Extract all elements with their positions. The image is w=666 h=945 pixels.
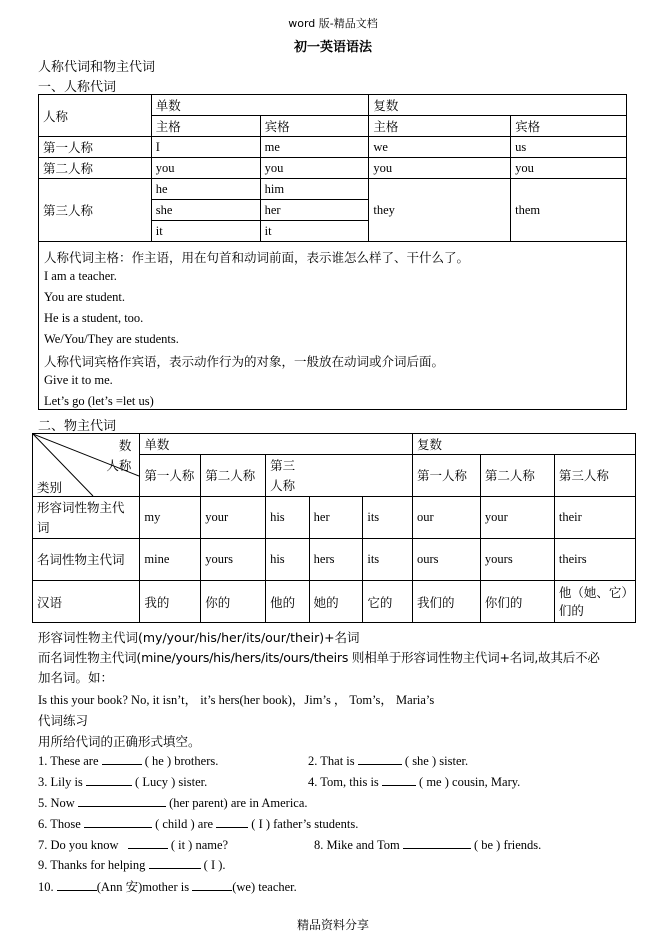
- page-header: word 版-精品文档: [288, 17, 378, 30]
- header-person: 人称: [39, 95, 152, 137]
- exercise-text: 10.: [38, 880, 54, 894]
- cell: 我们的: [413, 581, 481, 623]
- cell: 我的: [140, 581, 201, 623]
- table-row: [39, 179, 627, 200]
- exercise-item: [308, 752, 468, 769]
- diagonal-header: [33, 434, 140, 497]
- heading-pronouns: 人称代词和物主代词: [38, 60, 156, 75]
- cell: my: [140, 497, 201, 539]
- answer-blank[interactable]: [102, 752, 142, 765]
- exercise-text: ( it ) name?: [170, 838, 229, 852]
- section-personal-pronouns: 一、人称代词: [38, 80, 117, 95]
- cell: its: [363, 497, 413, 539]
- table-row: [33, 581, 636, 623]
- cell: ours: [413, 539, 481, 581]
- table-row: [33, 497, 636, 539]
- answer-blank[interactable]: [192, 878, 232, 891]
- cell: him: [260, 179, 369, 200]
- exercise-text: ( she ) sister.: [404, 754, 469, 768]
- cell: you: [511, 158, 627, 179]
- person-header: 第三人称: [554, 455, 635, 497]
- exercise-item: [38, 856, 226, 873]
- cell: yours: [201, 539, 266, 581]
- row-label: 形容词性物主代词: [33, 497, 140, 539]
- page-title: 初一英语语法: [293, 40, 372, 55]
- exercise-item: [38, 836, 228, 853]
- exercise-instruction: 用所给代词的正确形式填空。: [38, 734, 201, 749]
- header-plural: 复数: [369, 95, 627, 116]
- exercise-item: [38, 773, 207, 790]
- header-singular: 单数: [140, 434, 413, 455]
- header-singular: 单数: [151, 95, 369, 116]
- exercise-text: ( be ) friends.: [473, 838, 542, 852]
- table-row: [39, 158, 627, 179]
- cell: 他的: [266, 581, 310, 623]
- exercise-text: 2. That is: [308, 754, 355, 768]
- person-header-text: 第三人称: [270, 457, 296, 493]
- answer-blank[interactable]: [216, 815, 248, 828]
- note-example: Let’s go (let’s =let us): [44, 394, 154, 408]
- cell: you: [151, 158, 260, 179]
- rule-adjective-possessive: 形容词性物主代词(my/your/his/her/its/our/their)+名词: [38, 630, 360, 645]
- rule-noun-possessive-cont: 加名词。如：: [38, 670, 114, 685]
- person-header: 第一人称: [413, 455, 481, 497]
- cell: I: [151, 137, 260, 158]
- header-subj-singular: 主格: [151, 116, 260, 137]
- note-object-rule: 人称代词宾格作宾语，表示动作行为的对象，一般放在动词或介词后面。: [44, 354, 445, 369]
- cell: 你的: [201, 581, 266, 623]
- cell: theirs: [554, 539, 635, 581]
- note-example: We/You/They are students.: [44, 332, 179, 346]
- note-example: Give it to me.: [44, 373, 113, 387]
- cell: his: [266, 497, 310, 539]
- cell: he: [151, 179, 260, 200]
- cell: 他（她、它）们的: [554, 581, 635, 623]
- cell: her: [260, 200, 369, 221]
- cell: it: [260, 221, 369, 242]
- cell: they: [369, 179, 511, 242]
- answer-blank[interactable]: [84, 815, 152, 828]
- cell: it: [151, 221, 260, 242]
- exercise-text: ( child ) are: [155, 817, 214, 831]
- row-label: 第三人称: [39, 179, 152, 242]
- exercise-text: (we) teacher.: [232, 880, 297, 894]
- person-header: [266, 455, 413, 497]
- example-sentence: Is this your book? No, it isn’t， it’s hers(her book)，Jim’s ， Tom’s， Maria’s: [38, 693, 435, 707]
- cell: hers: [309, 539, 363, 581]
- answer-blank[interactable]: [78, 794, 166, 807]
- exercise-text: 9. Thanks for helping: [38, 858, 146, 872]
- note-example: He is a student, too.: [44, 311, 144, 325]
- diag-label-number: 数: [118, 438, 132, 453]
- answer-blank[interactable]: [128, 836, 168, 849]
- cell: me: [260, 137, 369, 158]
- cell: yours: [480, 539, 554, 581]
- exercise-text: 1. These are: [38, 754, 99, 768]
- cell: mine: [140, 539, 201, 581]
- answer-blank[interactable]: [358, 752, 402, 765]
- exercise-text: 6. Those: [38, 817, 81, 831]
- exercise-text: 5. Now: [38, 796, 75, 810]
- cell: your: [480, 497, 554, 539]
- note-example: I am a teacher.: [44, 269, 117, 283]
- answer-blank[interactable]: [403, 836, 471, 849]
- cell: our: [413, 497, 481, 539]
- cell: we: [369, 137, 511, 158]
- cell: 它的: [363, 581, 413, 623]
- person-header: 第二人称: [480, 455, 554, 497]
- diag-label-person: 人称: [106, 458, 132, 473]
- exercise-item: [38, 815, 358, 832]
- header-plural: 复数: [413, 434, 636, 455]
- answer-blank[interactable]: [149, 856, 201, 869]
- table-row: [39, 137, 627, 158]
- exercise-text: 3. Lily is: [38, 775, 83, 789]
- cell: your: [201, 497, 266, 539]
- cell: their: [554, 497, 635, 539]
- exercise-text: ( I ) father’s students.: [251, 817, 359, 831]
- cell: its: [363, 539, 413, 581]
- header-obj-plural: 宾格: [511, 116, 627, 137]
- page-footer: 精品资料分享: [296, 918, 369, 932]
- cell: 你们的: [480, 581, 554, 623]
- exercise-text: 8. Mike and Tom: [314, 838, 400, 852]
- table-row: [33, 539, 636, 581]
- exercise-text: ( I ).: [203, 858, 226, 872]
- header-subj-plural: 主格: [369, 116, 511, 137]
- cell: 她的: [309, 581, 363, 623]
- row-label: 名词性物主代词: [33, 539, 140, 581]
- answer-blank[interactable]: [86, 773, 132, 786]
- exercise-text: ( Lucy ) sister.: [135, 775, 208, 789]
- possessive-pronoun-table: [32, 433, 636, 623]
- answer-blank[interactable]: [57, 878, 97, 891]
- exercise-item: [38, 877, 297, 895]
- header-obj-singular: 宾格: [260, 116, 369, 137]
- rule-noun-possessive: 而名词性物主代词(mine/yours/his/hers/its/ours/theirs 则相单于形容词性物主代词+名词,故其后不必: [38, 650, 600, 665]
- cell: she: [151, 200, 260, 221]
- note-example: You are student.: [44, 290, 126, 304]
- cell: them: [511, 179, 627, 242]
- exercise-text: (her parent) are in America.: [169, 796, 308, 810]
- exercise-text: ( he ) brothers.: [144, 754, 219, 768]
- row-label: 汉语: [33, 581, 140, 623]
- exercise-text: ( me ) cousin, Mary.: [419, 775, 521, 789]
- cell: his: [266, 539, 310, 581]
- cell: you: [260, 158, 369, 179]
- exercise-text: 7. Do you know: [38, 838, 119, 852]
- exercise-item: [38, 752, 218, 769]
- exercise-item: [308, 773, 520, 790]
- answer-blank[interactable]: [382, 773, 416, 786]
- row-label: 第一人称: [39, 137, 152, 158]
- note-subject-rule: 人称代词主格：作主语，用在句首和动词前面，表示谁怎么样了、干什么了。: [44, 250, 470, 265]
- exercise-text: 4. Tom, this is: [308, 775, 379, 789]
- exercise-text: (Ann 安)mother is: [96, 880, 190, 894]
- person-header: 第一人称: [140, 455, 201, 497]
- exercise-item: [38, 794, 308, 811]
- cell: us: [511, 137, 627, 158]
- section-possessive-pronouns: 二、物主代词: [38, 419, 117, 434]
- row-label: 第二人称: [39, 158, 152, 179]
- cell: you: [369, 158, 511, 179]
- exercise-item: [314, 836, 541, 853]
- person-header: 第二人称: [201, 455, 266, 497]
- cell: her: [309, 497, 363, 539]
- exercise-title: 代词练习: [38, 713, 89, 728]
- diag-label-category: 类别: [37, 480, 63, 495]
